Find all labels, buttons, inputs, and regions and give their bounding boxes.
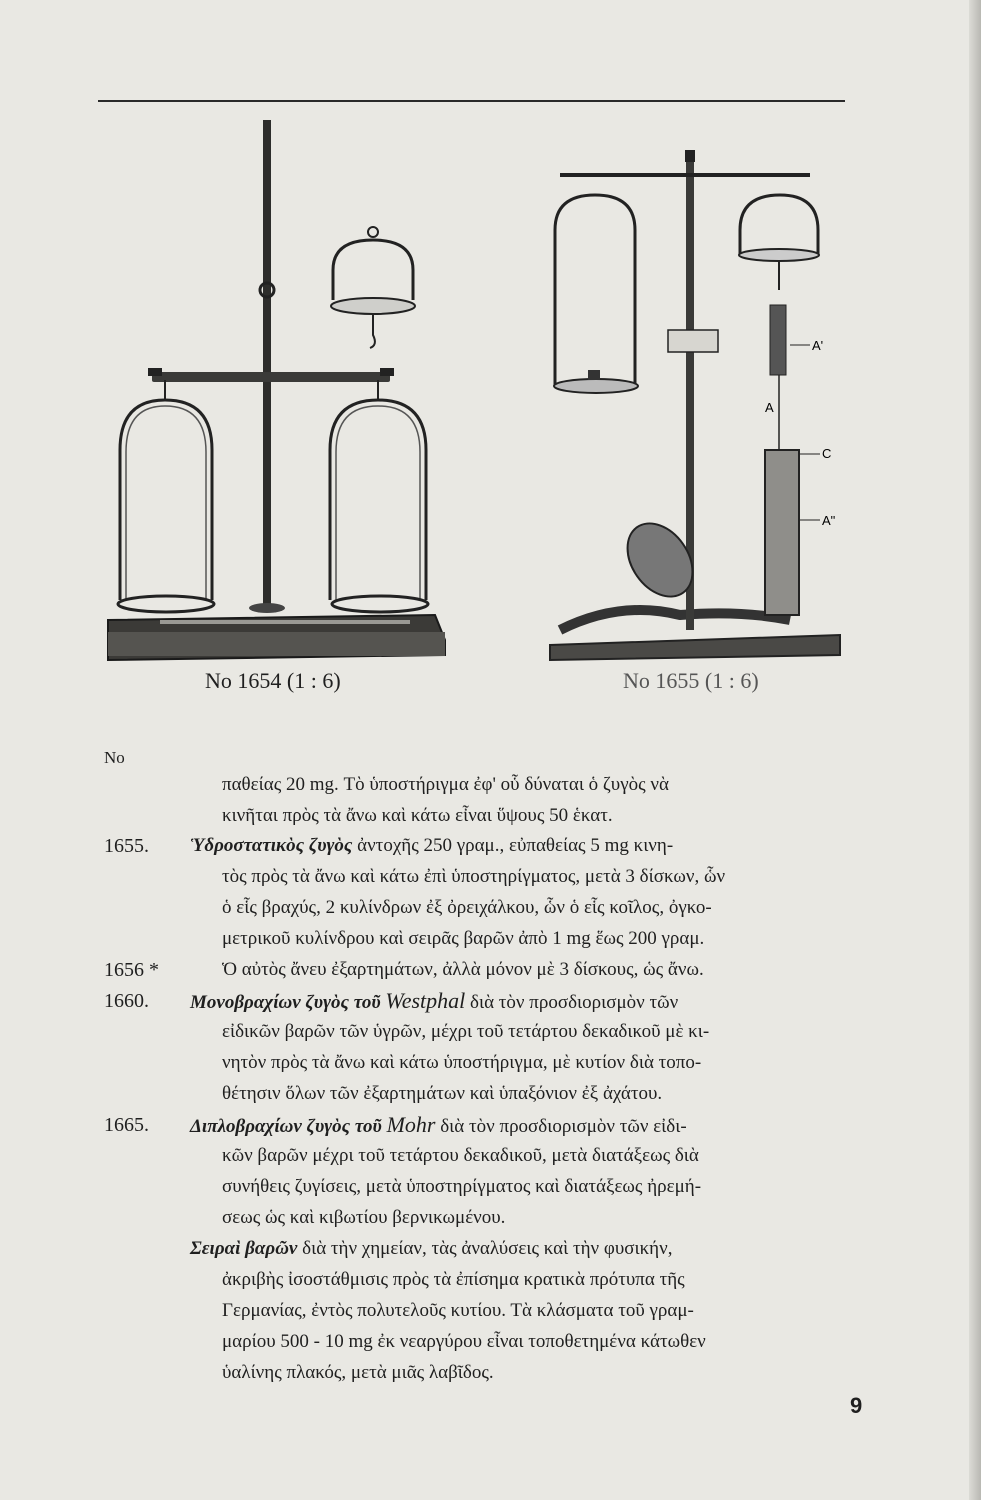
text-span: διὰ τὸν προσδιορισμὸν τῶν εἰδι-: [440, 1116, 687, 1137]
text-line: ὁ εἷς βραχύς, 2 κυλίνδρων ἐξ ὀρειχάλκου, ὧν ὁ εἷς κοῖλος, ὀγκο-: [222, 897, 712, 918]
text-line: νητὸν πρὸς τὰ ἄνω καὶ κάτω ὑποστήριγμα, μὲ κυτίον διὰ τοπο-: [222, 1052, 702, 1073]
figure-1654-caption: No 1654 (1 : 6): [205, 668, 341, 693]
figure-1654-balance-illustration: [100, 110, 450, 670]
item-title-weights: Σειραὶ βαρῶν: [190, 1238, 298, 1259]
maker-name-westphal: Westphal: [385, 988, 466, 1013]
item-number-1660: 1660.: [104, 990, 149, 1012]
figure-1655-hydrostatic-balance-illustration: [540, 140, 850, 670]
text-line: τὸς πρὸς τὰ ἄνω καὶ κάτω ἐπὶ ὑποστηρίγματος, μετὰ 3 δίσκων, ὧν: [222, 866, 726, 887]
text-line: ὑαλίνης πλακός, μετὰ μιᾶς λαβῖδος.: [222, 1362, 494, 1383]
item-title-1665: Διπλοβραχίων ζυγὸς τοῦ: [190, 1116, 382, 1137]
text-line: θέτησιν ὅλων τῶν ἐξαρτημάτων καὶ ὑπαξόνιον ἐξ ἀχάτου.: [222, 1083, 663, 1104]
page-number: 9: [850, 1393, 863, 1418]
item-title-1655: Ὑδροστατικὸς ζυγὸς: [190, 835, 353, 856]
text-line: [190, 1236, 830, 1262]
label-a: A: [765, 400, 774, 415]
label-c: C: [822, 446, 832, 461]
text-line: [190, 1112, 830, 1140]
text-span: διὰ τὴν χημείαν, τὰς ἀναλύσεις καὶ τὴν φυσικήν,: [302, 1238, 673, 1259]
text-line: συνήθεις ζυγίσεις, μετὰ ὑποστηρίγματος καὶ διατάξεως ἠρεμή-: [222, 1176, 702, 1197]
text-line: κῶν βαρῶν μέχρι τοῦ τετάρτου δεκαδικοῦ, μετὰ διατάξεως διὰ: [222, 1145, 699, 1166]
text-line: Ὁ αὐτὸς ἄνευ ἐξαρτημάτων, ἀλλὰ μόνον μὲ 3 δίσκους, ὡς ἄνω.: [222, 959, 704, 980]
text-line: κινῆται πρὸς τὰ ἄνω καὶ κάτω εἶναι ὕψους 50 ἑκατ.: [222, 805, 613, 826]
label-a-prime: A': [812, 338, 824, 353]
text-span: διὰ τὸν προσδιορισμὸν τῶν: [470, 992, 679, 1013]
text-line: μετρικοῦ κυλίνδρου καὶ σειρᾶς βαρῶν ἀπὸ 1 mg ἕως 200 γραμ.: [222, 928, 705, 949]
item-number-1665: 1665.: [104, 1114, 149, 1136]
item-title-1660: Μονοβραχίων ζυγὸς τοῦ: [190, 992, 381, 1013]
page-edge: [969, 0, 981, 1500]
number-column-label: No: [104, 748, 125, 767]
item-number-1655: 1655.: [104, 835, 149, 857]
text-line: [190, 988, 830, 1016]
text-line: [190, 833, 830, 859]
figure-1655-caption: No 1655 (1 : 6): [623, 668, 759, 693]
header-rule: [98, 100, 845, 102]
text-line: Γερμανίας, ἐντὸς πολυτελοῦς κυτίου. Τὰ κλάσματα τοῦ γραμ-: [222, 1300, 694, 1321]
text-line: ἀκριβὴς ἰσοστάθμισις πρὸς τὰ ἐπίσημα κρατικὰ πρότυπα τῆς: [222, 1269, 685, 1290]
maker-name-mohr: Mohr: [386, 1112, 436, 1137]
item-number-1656: 1656 *: [104, 959, 159, 981]
text-line: μαρίου 500 - 10 mg ἐκ νεαργύρου εἶναι τοποθετημένα κάτωθεν: [222, 1331, 706, 1352]
text-line: παθείας 20 mg. Τὸ ὑποστήριγμα ἐφ' οὗ δύναται ὁ ζυγὸς νὰ: [222, 774, 669, 795]
text-span: ἀντοχῆς 250 γραμ., εὐπαθείας 5 mg κινη-: [357, 835, 674, 856]
label-a-double: A": [822, 513, 836, 528]
text-line: σεως ὡς καὶ κιβωτίου βερνικωμένου.: [222, 1207, 506, 1228]
text-line: εἰδικῶν βαρῶν τῶν ὑγρῶν, μέχρι τοῦ τετάρτου δεκαδικοῦ μὲ κι-: [222, 1021, 710, 1042]
